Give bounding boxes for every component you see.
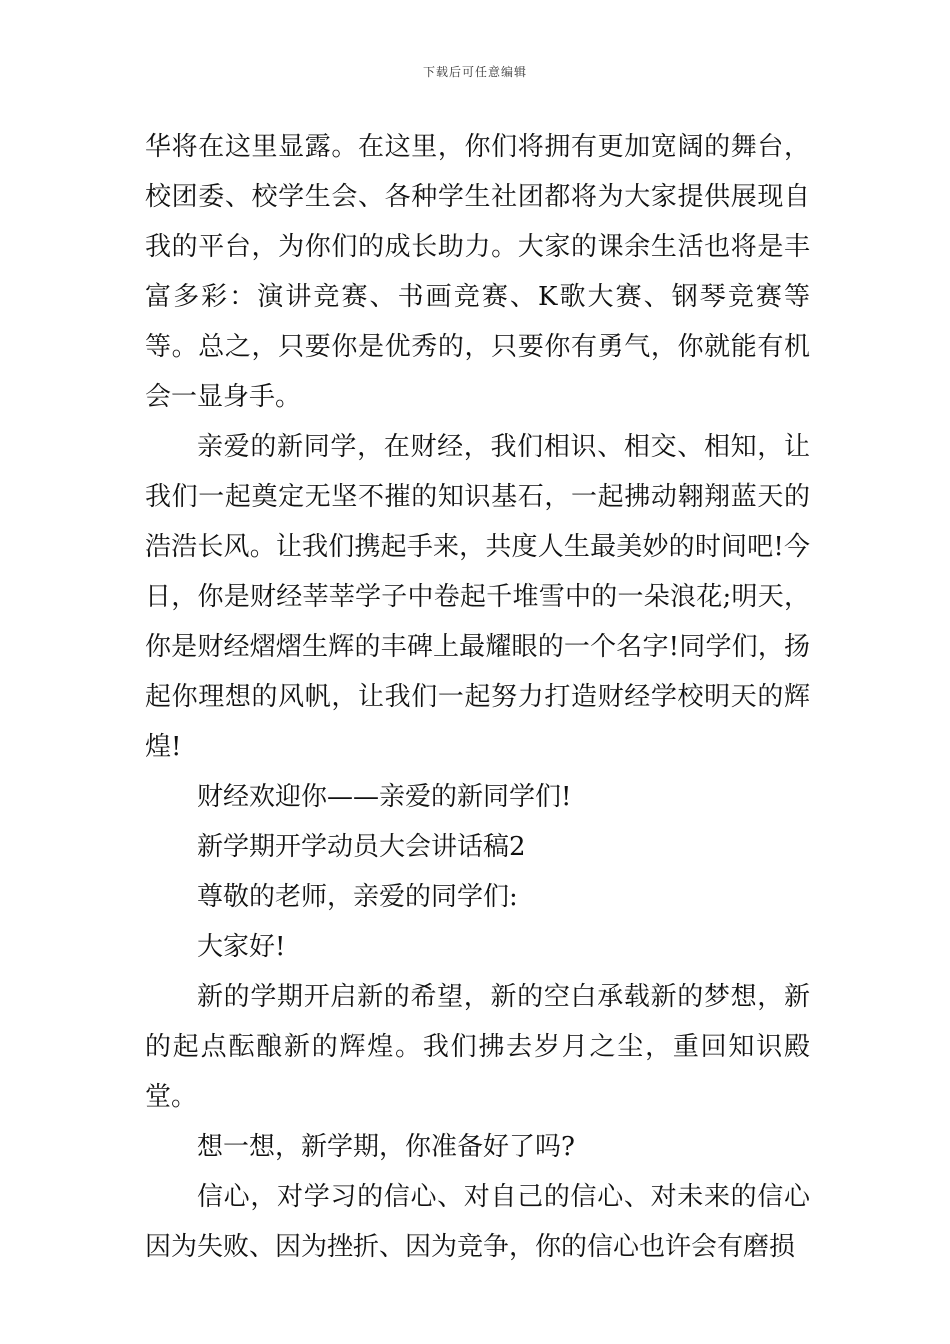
section-title: 新学期开学动员大会讲话稿2 [197, 832, 526, 862]
paragraph: 信心，对学习的信心、对自己的信心、对未来的信心因为失败、因为挫折、因为竞争，你的信心也许会有磨损 [145, 1182, 810, 1262]
paragraph: 新的学期开启新的希望，新的空白承载新的梦想，新的起点酝酿新的辉煌。我们拂去岁月之尘，重回知识殿堂。 [145, 982, 810, 1112]
salutation: 尊敬的老师，亲爱的同学们: [197, 882, 518, 912]
page-header: 下载后可任意编辑 [422, 65, 527, 79]
paragraph-continuation: 华将在这里显露。在这里，你们将拥有更加宽阔的舞台，校团委、校学生会、各种学生社团都将为大家提供展现自我的平台，为你们的成长助力。大家的课余生活也将是丰富多彩：演讲竞赛、书画竞赛、K歌大赛、钢琴竞赛等等。总之，只要你是优秀的，只要你有勇气，你就能有机会一显身手。 [145, 132, 810, 412]
document-body [145, 122, 810, 1272]
greeting: 大家好! [197, 932, 286, 962]
paragraph: 想一想，新学期，你准备好了吗? [197, 1132, 575, 1162]
paragraph: 亲爱的新同学，在财经，我们相识、相交、相知，让我们一起奠定无坚不摧的知识基石，一起拂动翱翔蓝天的浩浩长风。让我们携起手来，共度人生最美妙的时间吧!今日，你是财经莘莘学子中卷起千堆雪中的一朵浪花;明天，你是财经熠熠生辉的丰碑上最耀眼的一个名字!同学们，扬起你理想的风帆，让我们一起努力打造财经学校明天的辉煌! [145, 432, 810, 762]
paragraph: 财经欢迎你——亲爱的新同学们! [197, 782, 572, 812]
